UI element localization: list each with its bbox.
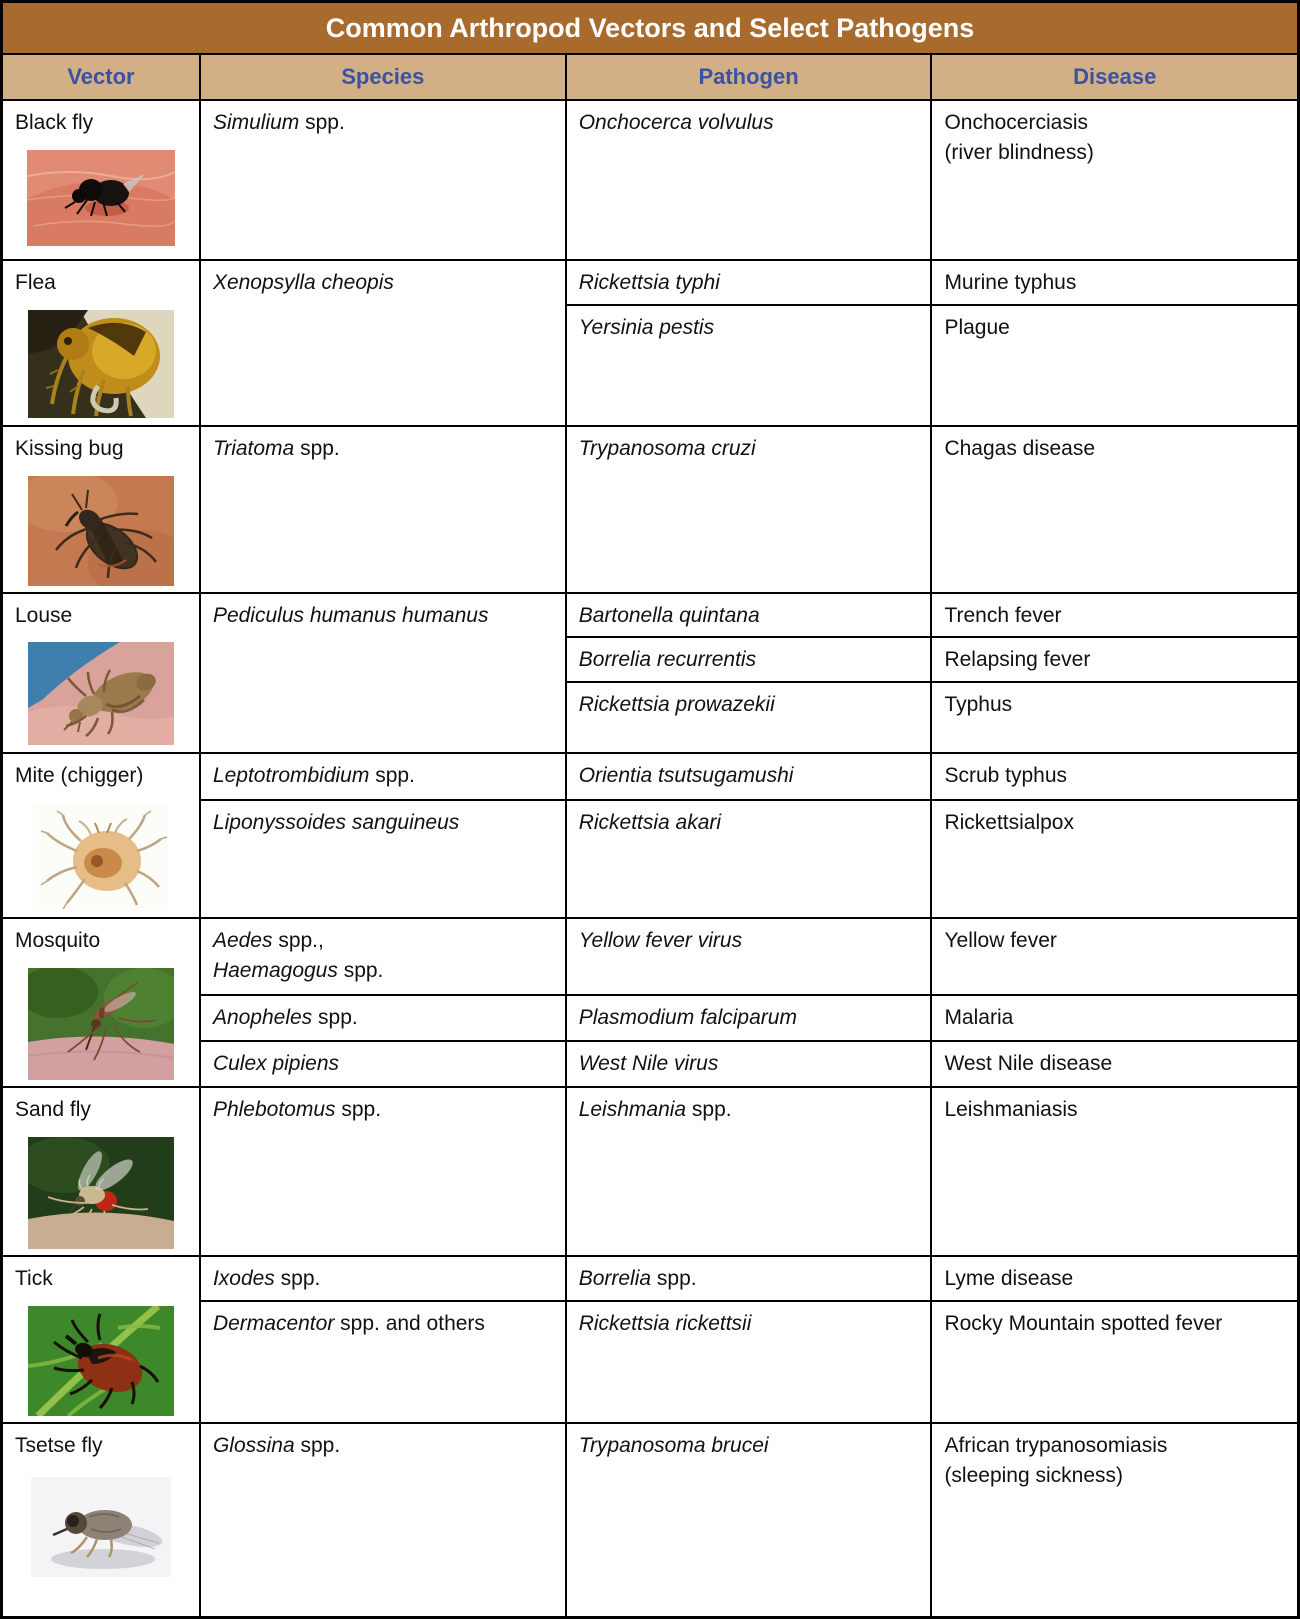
pathogen-text: Bartonella quintana: [578, 603, 760, 627]
disease-text: African trypanosomiasis: [944, 1433, 1168, 1457]
disease-text: Lyme disease: [944, 1266, 1074, 1290]
column-header-pathogen: Pathogen: [566, 54, 932, 100]
species-cell: [200, 100, 566, 260]
species-text: Ixodes: [212, 1266, 275, 1290]
species-text: Glossina: [212, 1433, 295, 1457]
pathogen-cell: [566, 305, 932, 426]
vector-cell-sand-fly: [2, 1087, 200, 1256]
vector-cell-mite: [2, 753, 200, 918]
pathogen-cell: [566, 593, 932, 638]
disease-text: Murine typhus: [944, 271, 1077, 294]
pathogen-text: Rickettsia typhi: [578, 271, 720, 294]
pathogen-text: Rickettsia rickettsii: [578, 1312, 752, 1336]
column-header-disease: Disease: [931, 54, 1298, 100]
pathogen-text: Yellow fever virus: [578, 929, 743, 953]
disease-text: Typhus: [944, 693, 1013, 717]
disease-cell: [931, 426, 1298, 593]
pathogen-text: Plasmodium falciparum: [578, 1005, 797, 1029]
disease-cell: [931, 305, 1298, 426]
disease-text: Plague: [944, 315, 1010, 339]
pathogen-cell: [566, 100, 932, 260]
pathogen-cell: [566, 637, 932, 682]
pathogen-cell: Leishmania spp.: [566, 1087, 932, 1256]
species-cell: Aedes spp., Haemagogus spp.: [200, 918, 566, 995]
vector-cell-kissing-bug: [2, 426, 200, 593]
louse-photo: [28, 642, 174, 745]
species-cell: Anopheles spp.: [200, 995, 566, 1041]
pathogen-cell: [566, 753, 932, 799]
disease-cell: [931, 1087, 1298, 1256]
disease-text-line2: (river blindness): [944, 140, 1094, 164]
disease-text: Rickettsialpox: [944, 810, 1074, 834]
species-text: Anopheles: [212, 1005, 313, 1029]
pathogen-text: Leishmania: [578, 1098, 687, 1122]
pathogen-cell: [566, 260, 932, 305]
species-cell: [200, 260, 566, 426]
vector-name: Tsetse fly: [15, 1433, 103, 1457]
pathogen-cell: [566, 918, 932, 995]
species-cell: Leptotrombidium spp.: [200, 753, 566, 799]
column-header-vector: Vector: [2, 54, 200, 100]
vector-name: Louse: [15, 603, 73, 627]
species-cell: Phlebotomus spp.: [200, 1087, 566, 1256]
pathogen-cell: Borrelia spp.: [566, 1256, 932, 1301]
flea-photo: [28, 310, 174, 418]
species-text: Aedes: [212, 929, 273, 953]
pathogen-text: Orientia tsutsugamushi: [578, 764, 794, 788]
black-fly-photo: [27, 150, 175, 246]
vector-name: Mosquito: [15, 929, 101, 953]
vector-cell-flea: [2, 260, 200, 426]
species-cell: [200, 1041, 566, 1087]
disease-cell: [931, 918, 1298, 995]
disease-cell: [931, 100, 1298, 260]
disease-cell: [931, 260, 1298, 305]
disease-cell: [931, 800, 1298, 918]
species-text: Xenopsylla cheopis: [212, 271, 394, 294]
pathogen-text: Onchocerca volvulus: [578, 111, 774, 134]
disease-text: Leishmaniasis: [944, 1098, 1078, 1122]
pathogen-text: Yersinia pestis: [578, 315, 715, 339]
vector-name: Black fly: [15, 111, 94, 134]
species-cell: Dermacentor spp. and others: [200, 1301, 566, 1422]
species-cell: Ixodes spp.: [200, 1256, 566, 1301]
tick-photo: [28, 1306, 174, 1416]
disease-cell: [931, 1301, 1298, 1422]
disease-text: Trench fever: [944, 603, 1062, 627]
vector-name: Kissing bug: [15, 436, 124, 460]
pathogen-text: Borrelia: [578, 1266, 652, 1290]
species-text-line2: Haemagogus: [212, 959, 338, 983]
vector-name: Tick: [15, 1266, 53, 1290]
species-cell: Triatoma spp.: [200, 426, 566, 593]
pathogen-cell: [566, 426, 932, 593]
pathogen-cell: [566, 1041, 932, 1087]
column-header-species: Species: [200, 54, 566, 100]
vector-cell-louse: [2, 593, 200, 754]
vector-name: Sand fly: [15, 1098, 91, 1122]
pathogen-text: Trypanosoma cruzi: [578, 436, 756, 460]
species-text: Dermacentor: [212, 1312, 335, 1336]
vector-cell-mosquito: [2, 918, 200, 1087]
disease-cell: [931, 637, 1298, 682]
disease-text: Relapsing fever: [944, 648, 1091, 672]
disease-text: West Nile disease: [944, 1051, 1113, 1075]
disease-text: Rocky Mountain spotted fever: [944, 1312, 1223, 1336]
mite-chigger-photo: [33, 803, 169, 911]
species-text: Pediculus humanus humanus: [212, 603, 489, 627]
pathogen-text: Borrelia recurrentis: [578, 648, 757, 672]
disease-cell: [931, 753, 1298, 799]
species-text: Leptotrombidium: [212, 764, 370, 788]
disease-cell: [931, 682, 1298, 753]
species-text: Liponyssoides sanguineus: [212, 810, 460, 834]
species-text: Culex pipiens: [212, 1051, 340, 1075]
disease-text: Onchocerciasis: [944, 111, 1088, 134]
sand-fly-photo: [28, 1137, 174, 1249]
disease-cell: [931, 593, 1298, 638]
vector-name: Flea: [15, 271, 56, 294]
disease-text: Malaria: [944, 1005, 1014, 1029]
species-cell: Glossina spp.: [200, 1423, 566, 1618]
pathogen-cell: [566, 1423, 932, 1618]
disease-cell: [931, 1256, 1298, 1301]
disease-text: Yellow fever: [944, 929, 1057, 953]
species-text: Triatoma: [212, 436, 295, 460]
vector-cell-tick: [2, 1256, 200, 1423]
pathogen-cell: [566, 800, 932, 918]
pathogen-cell: [566, 1301, 932, 1422]
pathogen-cell: [566, 995, 932, 1041]
pathogen-text: Trypanosoma brucei: [578, 1433, 769, 1457]
vector-name: Mite (chigger): [15, 764, 144, 788]
species-cell: [200, 593, 566, 754]
pathogen-cell: [566, 682, 932, 753]
species-text: Phlebotomus: [212, 1098, 336, 1122]
disease-cell: [931, 1423, 1298, 1618]
kissing-bug-photo: [28, 476, 174, 586]
disease-cell: [931, 995, 1298, 1041]
disease-text: Chagas disease: [944, 436, 1096, 460]
pathogen-text: Rickettsia akari: [578, 810, 722, 834]
disease-text-line2: (sleeping sickness): [944, 1463, 1124, 1487]
vector-cell-black-fly: [2, 100, 200, 260]
species-cell: [200, 800, 566, 918]
species-suffix: spp.: [299, 111, 345, 134]
mosquito-photo: [28, 968, 174, 1080]
pathogen-text: West Nile virus: [578, 1051, 719, 1075]
disease-text: Scrub typhus: [944, 764, 1068, 788]
vector-cell-tsetse-fly: [2, 1423, 200, 1618]
pathogen-text: Rickettsia prowazekii: [578, 693, 775, 717]
disease-cell: [931, 1041, 1298, 1087]
species-text: Simulium: [212, 111, 300, 134]
tsetse-fly-photo: [31, 1477, 171, 1577]
table-title: Common Arthropod Vectors and Select Pathogens: [2, 2, 1299, 55]
